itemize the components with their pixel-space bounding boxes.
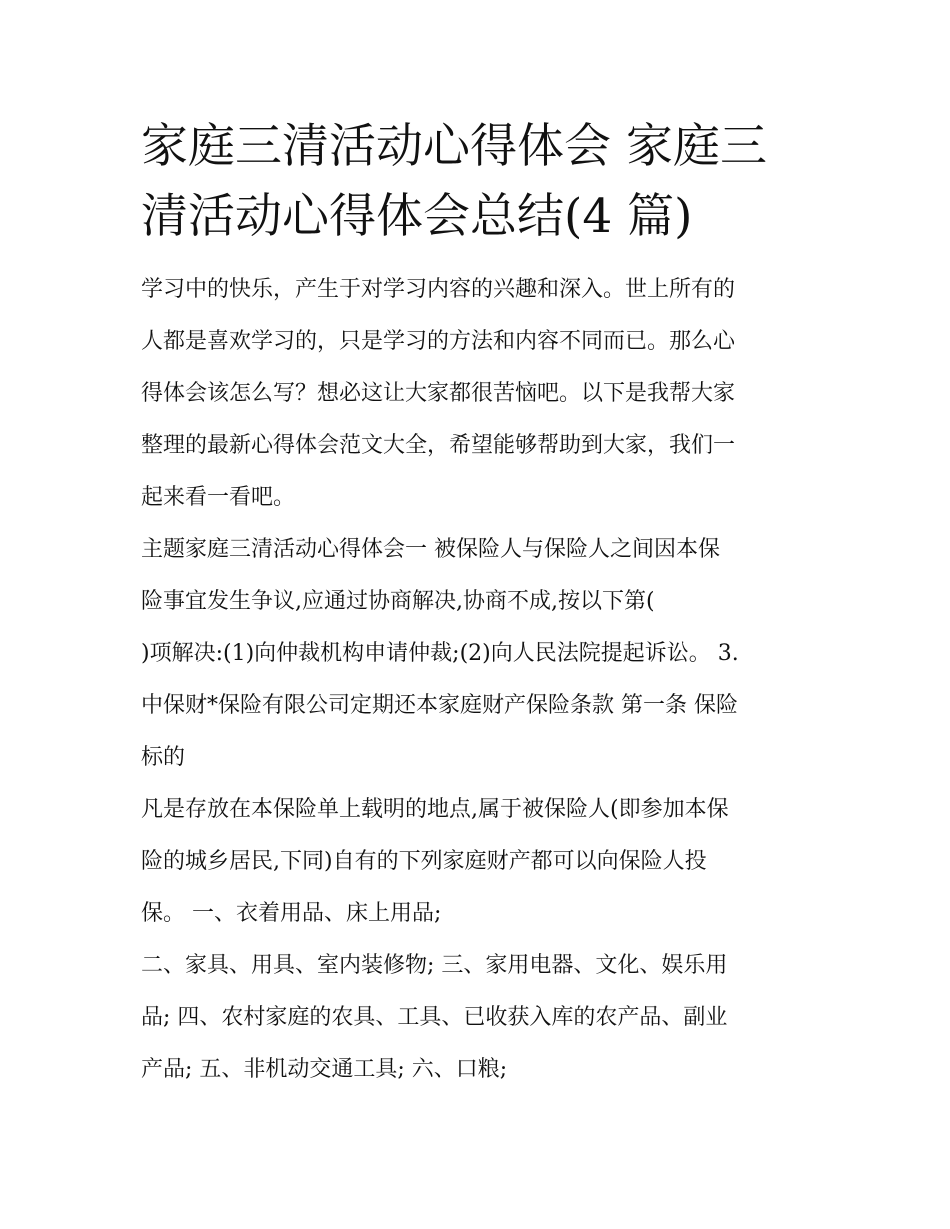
body-paragraph xyxy=(141,524,813,1096)
text-line: 起来看一看吧。 xyxy=(141,485,296,510)
text-line: 凡是存放在本保险单上载明的地点,属于被保险人(即参加本保 xyxy=(141,797,729,822)
text-line: 产品; 五、非机动交通工具; 六、口粮; xyxy=(141,1057,508,1082)
document-title xyxy=(141,112,813,252)
title-block xyxy=(141,112,813,252)
title-line: 家庭三清活动心得体会 家庭三 xyxy=(141,119,767,174)
text-line: 主题家庭三清活动心得体会一 被保险人与保险人之间因本保 xyxy=(141,537,720,562)
title-line: 清活动心得体会总结(4 篇) xyxy=(141,189,693,244)
text-line: 二、家具、用具、室内装修物; 三、家用电器、文化、娱乐用 xyxy=(141,953,728,978)
text-line: 人都是喜欢学习的，只是学习的方法和内容不同而已。那么心 xyxy=(141,329,736,354)
text-line: 标的 xyxy=(141,745,186,770)
text-line: 品; 四、农村家庭的农具、工具、已收获入库的农产品、副业 xyxy=(141,1005,728,1030)
text-line: 得体会该怎么写？想必这让大家都很苦恼吧。以下是我帮大家 xyxy=(141,381,736,406)
text-line: 保。 一、衣着用品、床上用品; xyxy=(141,901,442,926)
text-line: 中保财*保险有限公司定期还本家庭财产保险条款 第一条 保险 xyxy=(141,693,738,718)
text-line: 整理的最新心得体会范文大全，希望能够帮助到大家，我们一 xyxy=(141,433,736,458)
document-page xyxy=(141,112,813,1096)
intro-paragraph xyxy=(141,264,813,524)
text-line: 学习中的快乐，产生于对学习内容的兴趣和深入。世上所有的 xyxy=(141,277,736,302)
text-line: 险的城乡居民,下同)自有的下列家庭财产都可以向保险人投 xyxy=(141,849,707,874)
text-line: )项解决:(1)向仲裁机构申请仲裁;(2)向人民法院提起诉讼。 3. xyxy=(141,641,739,666)
text-line: 险事宜发生争议,应通过协商解决,协商不成,按以下第( xyxy=(141,589,655,614)
